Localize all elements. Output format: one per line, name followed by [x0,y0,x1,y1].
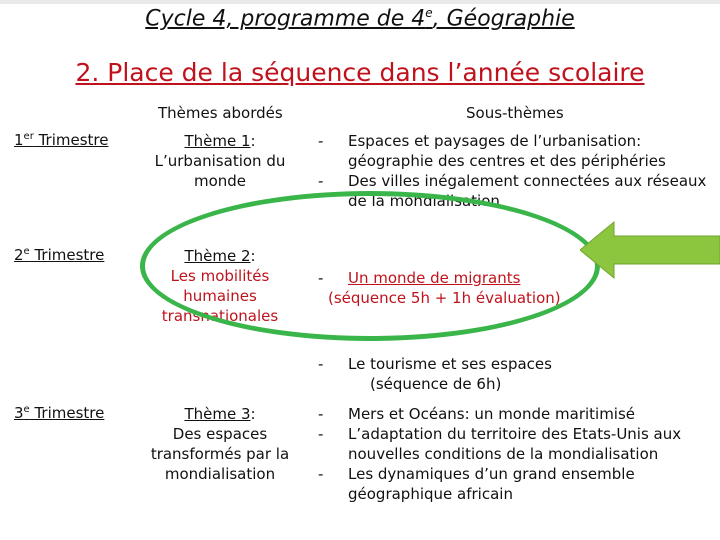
column-header-subthemes: Sous-thèmes [466,104,564,122]
theme-2-title: Thème 2 [184,247,251,265]
trimester-3: 3e Trimestre [14,404,105,422]
theme-3: Thème 3: Des espaces transformés par la mondialisation [150,405,290,483]
theme-2: Thème 2: Les mobilités humaines transnationales [161,247,279,325]
highlight-oval [140,191,600,341]
column-header-themes: Thèmes abordés [158,104,283,122]
subthemes-3: - Mers et Océans: un monde maritimisé - L’adaptation du territoire des Etats-Unis aux nouvelles conditions de la mondialisation - Les dynamiques d’un grand ensemble géographique africain [318,405,682,503]
theme-1-title: Thème 1 [184,132,251,150]
page-title: 2. Place de la séquence dans l’année scolaire [75,58,645,87]
trimester-2: 2e Trimestre [14,246,105,264]
theme-1: Thème 1: L’urbanisation du monde [154,132,286,190]
green-arrow-icon [580,220,720,280]
subthemes-2: - Un monde de migrants (séquence 5h + 1h évaluation) [318,268,710,308]
highlighted-note: (séquence 5h + 1h évaluation) [328,289,561,307]
page-header [0,6,720,31]
theme-3-title: Thème 3 [184,405,251,423]
trimester-1: 1er Trimestre [14,131,109,149]
subthemes-1: - Espaces et paysages de l’urbanisation: géographie des centres et des périphéries - Des villes inégalement connectées aux réseaux de la mondialisation [318,132,707,210]
highlighted-subtheme: Un monde de migrants [348,269,521,287]
subthemes-2b: - Le tourisme et ses espaces (séquence de 6h) [318,355,552,393]
header-sup: e [425,6,433,20]
header-text: Cycle 4, programme de 4 [145,6,426,32]
header-band [0,0,720,4]
header-text-end: , Géographie [432,6,575,32]
